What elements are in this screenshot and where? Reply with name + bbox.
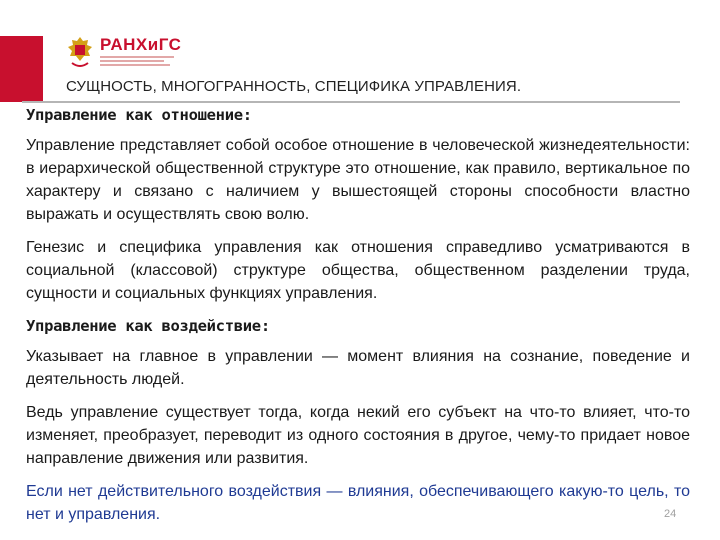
header-divider <box>22 101 680 103</box>
section-heading-relation: Управление как отношение: <box>26 106 252 124</box>
slide-title: СУЩНОСТЬ, МНОГОГРАННОСТЬ, СПЕЦИФИКА УПРАВЛЕНИЯ. <box>66 78 522 95</box>
paragraph: Управление представляет собой особое отношение в человеческой жизнедеятельности: в иерархической общественной структуре это отношение, как правило, вертикальное по характеру и связано с наличием у вышестоящей стороны способности властно выражать и осуществлять свою волю. <box>26 137 690 223</box>
emblem-icon <box>66 35 94 69</box>
logo-subtitle-lines <box>100 56 181 68</box>
highlighted-paragraph: Если нет действительного воздействия — влияния, обеспечивающего какую-то цель, то нет и управления. <box>26 483 690 523</box>
paragraph: Генезис и специфика управления как отношения справедливо усматриваются в социальной (классовой) структуре общества, общественном разделении труда, сущности и социальных функциях управления. <box>26 239 690 302</box>
paragraph: Указывает на главное в управлении — момент влияния на сознание, поведение и деятельность людей. <box>26 348 690 388</box>
paragraph: Ведь управление существует тогда, когда некий его субъект на что-то влияет, что-то изменяет, преобразует, переводит из одного состояния в другое, чему-то придает новое направление движения или развития. <box>26 404 690 467</box>
page-number: 24 <box>664 508 677 520</box>
section-heading-influence: Управление как воздействие: <box>26 317 270 335</box>
university-logo <box>66 34 181 70</box>
logo-brand-text: РАНХиГС <box>100 35 182 54</box>
accent-bar <box>0 36 43 102</box>
slide-content <box>26 104 690 536</box>
